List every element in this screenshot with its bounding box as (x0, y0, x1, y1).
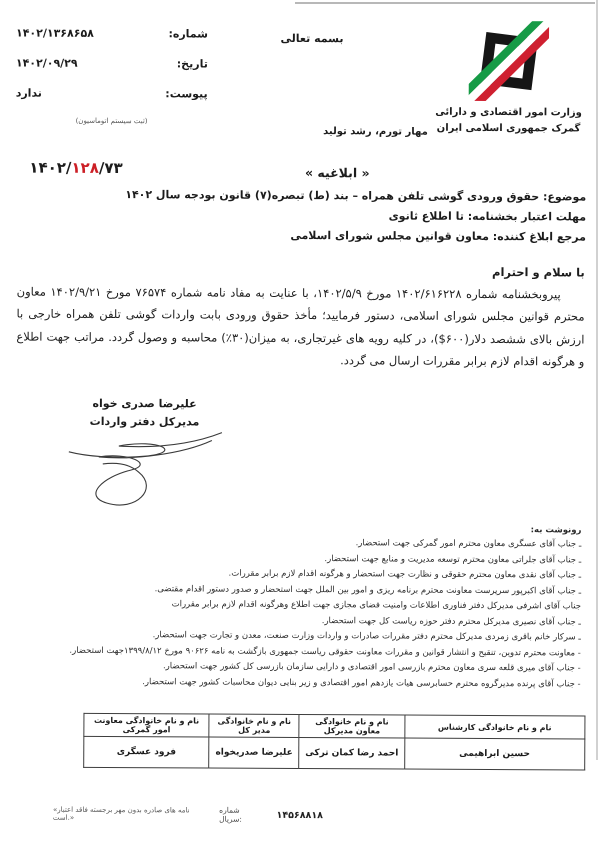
cc-item: جناب آقای اشرفی مدیرکل دفتر فناوری اطلاعات وامنیت فضای مجازی جهت اطلاع وهرگونه اقدام لازم برابر مقررات (171, 599, 582, 612)
signer-title: مدیرکل دفتر واردات (89, 414, 200, 429)
cell-customs-deputy-name: فرود عسگری (84, 736, 209, 768)
notice-title: « ابلاغیه » (304, 165, 370, 181)
handwritten-signature-icon (57, 426, 232, 507)
org-header-block (433, 21, 584, 137)
header-customs-deputy: نام و نام خانوادگی معاونت امور گمرکی (84, 713, 209, 737)
salutation: با سلام و احترام (492, 265, 585, 280)
cc-title: رونوشت به: (530, 525, 582, 536)
serial-label: شماره سریال: (219, 805, 242, 824)
subject-block (14, 185, 586, 247)
date-label: تاریخ: (176, 57, 208, 71)
cc-item: ـ جناب آقای جلراتی معاون محترم توسعه مدیریت و منابع جهت استحضار. (324, 553, 582, 565)
cc-item: ـ جناب آقای نقدی معاون محترم حقوقی و نظارت جهت استحضار و هرگونه اقدام لازم برابر مقررات. (228, 568, 582, 581)
cc-item: ـ جناب آقای نصیری مدیرکل محترم دفتر حوزه ریاست کل جهت استحضار. (321, 615, 581, 627)
cc-item: - جناب آقای میری قلعه سری معاون محترم بازرسی امور اقتصادی و دارایی سازمان بازرسی کل کشور جهت استحضار. (162, 661, 581, 674)
number-value: ۱۴۰۲/۱۳۶۸۶۵۸ (15, 26, 94, 40)
header-director-general: نام و نام خانوادگی مدیر کل (209, 714, 299, 737)
serial-value: ۱۴۵۶۸۸۱۸ (276, 809, 323, 821)
cc-item: ـ سرکار خانم باقری زمردی مدیرکل محترم دفتر مقررات صادرات و واردات وزارت صنعت، معدن و تجارت جهت استحضار. (152, 630, 581, 643)
approvals-table (83, 713, 585, 771)
cc-item: ـ جناب آقای عسگری معاون محترم امور گمرکی جهت استحضار. (355, 538, 582, 550)
org-ministry-name: وزارت امور اقتصادی و دارائی (435, 106, 582, 119)
cell-deputy-director-name: احمد رضا کمان ترکی (299, 738, 404, 770)
automation-note: (ثبت سیستم اتوماسیون) (75, 116, 148, 126)
org-customs-name: گمرک جمهوری اسلامی ایران (436, 122, 581, 134)
meta-attachment-row (16, 87, 208, 101)
cell-expert-name: حسین ابراهیمی (404, 738, 585, 770)
cc-item: - معاونت محترم تدوین، تنقیح و انتشار قوانین و مقررات معاونت حقوقی ریاست جمهوری بازگشت به نامه ۹۰۶۲۶ مورخ ۱۳۹۹/۸/۱۲جهت استحضار. (69, 645, 581, 658)
signature-block (52, 395, 238, 507)
ref-part-year: ۱۴۰۲/ (29, 158, 72, 177)
attachment-value: ندارد (15, 86, 42, 100)
table-header-row (84, 713, 585, 739)
meta-number-row (16, 27, 208, 41)
customs-logo-icon (469, 21, 549, 101)
attachment-label: پیوست: (165, 87, 208, 101)
validity-line: مهلت اعتبار بخشنامه: تا اطلاع ثانوی (388, 209, 587, 224)
meta-date-row (16, 57, 208, 71)
authority-line: مرجع ابلاغ کننده: معاون قوانین مجلس شورای اسلامی (290, 228, 587, 244)
bismillah-text: بسمه تعالی (280, 31, 344, 46)
letter-body: پیروبخشنامه شماره ۱۴۰۲/۶۱۶۲۲۸ مورخ ۱۴۰۲/۵/۹، با عنایت به مفاد نامه شماره ۷۶۵۷۴ مورخ ۱۴۰۲/۹/۲۱ معاون محترم قوانین مجلس شورای اسلامی، دستور فرمایید؛ مأخذ حقوق ورودی بابت واردات گوشی تلفن همراه خارجی با ارزش بالای ششصد دلار(۶۰۰$)، در کلیه رویه های غیرتجاری، به میزان(۳۰٪) محاسبه و وصول گردد. مراتب جهت اطلاع و هرگونه اقدام لازم برابر مقررات ارسال می گردد. (16, 284, 585, 369)
cc-item: - جناب آقای پرنده مدیرگروه محترم حسابرسی هیات یازدهم امور اقتصادی و زیر بنایی دیوان محاسبات کشور جهت استحضار. (142, 676, 581, 689)
cell-director-general-name: علیرضا صدریخواه (209, 737, 299, 768)
footer-notice: «نامه های صادره بدون مهر برجسته فاقد اعتبار است.» (52, 805, 190, 822)
ref-part-serial: /۷۳ (98, 158, 123, 178)
header-expert: نام و نام خانوادگی کارشناس (404, 715, 584, 739)
footer-row (53, 805, 323, 824)
subject-line: موضوع: حقوق ورودی گوشی تلفن همراه – بند (ط) تبصره(۷) قانون بودجه سال ۱۴۰۲ (125, 188, 587, 204)
ref-part-middle: ۱۲۸ (71, 158, 99, 177)
cc-item: ـ جناب آقای اکبرپور سرپرست معاونت محترم برنامه ریزی و امور بین الملل جهت استحضار و صدور دستور اقدام مقتضی. (154, 583, 582, 596)
signer-name: علیرضا صدری خواه (92, 396, 197, 411)
year-slogan: مهار تورم، رشد تولید (323, 126, 428, 138)
number-label: شماره: (168, 27, 209, 41)
cc-section (13, 523, 582, 696)
table-value-row (84, 736, 585, 770)
letter-meta-block (16, 27, 209, 126)
date-value: ۱۴۰۲/۰۹/۲۹ (15, 56, 78, 70)
header-deputy-director: نام و نام خانوادگی معاون مدیرکل (299, 715, 404, 739)
